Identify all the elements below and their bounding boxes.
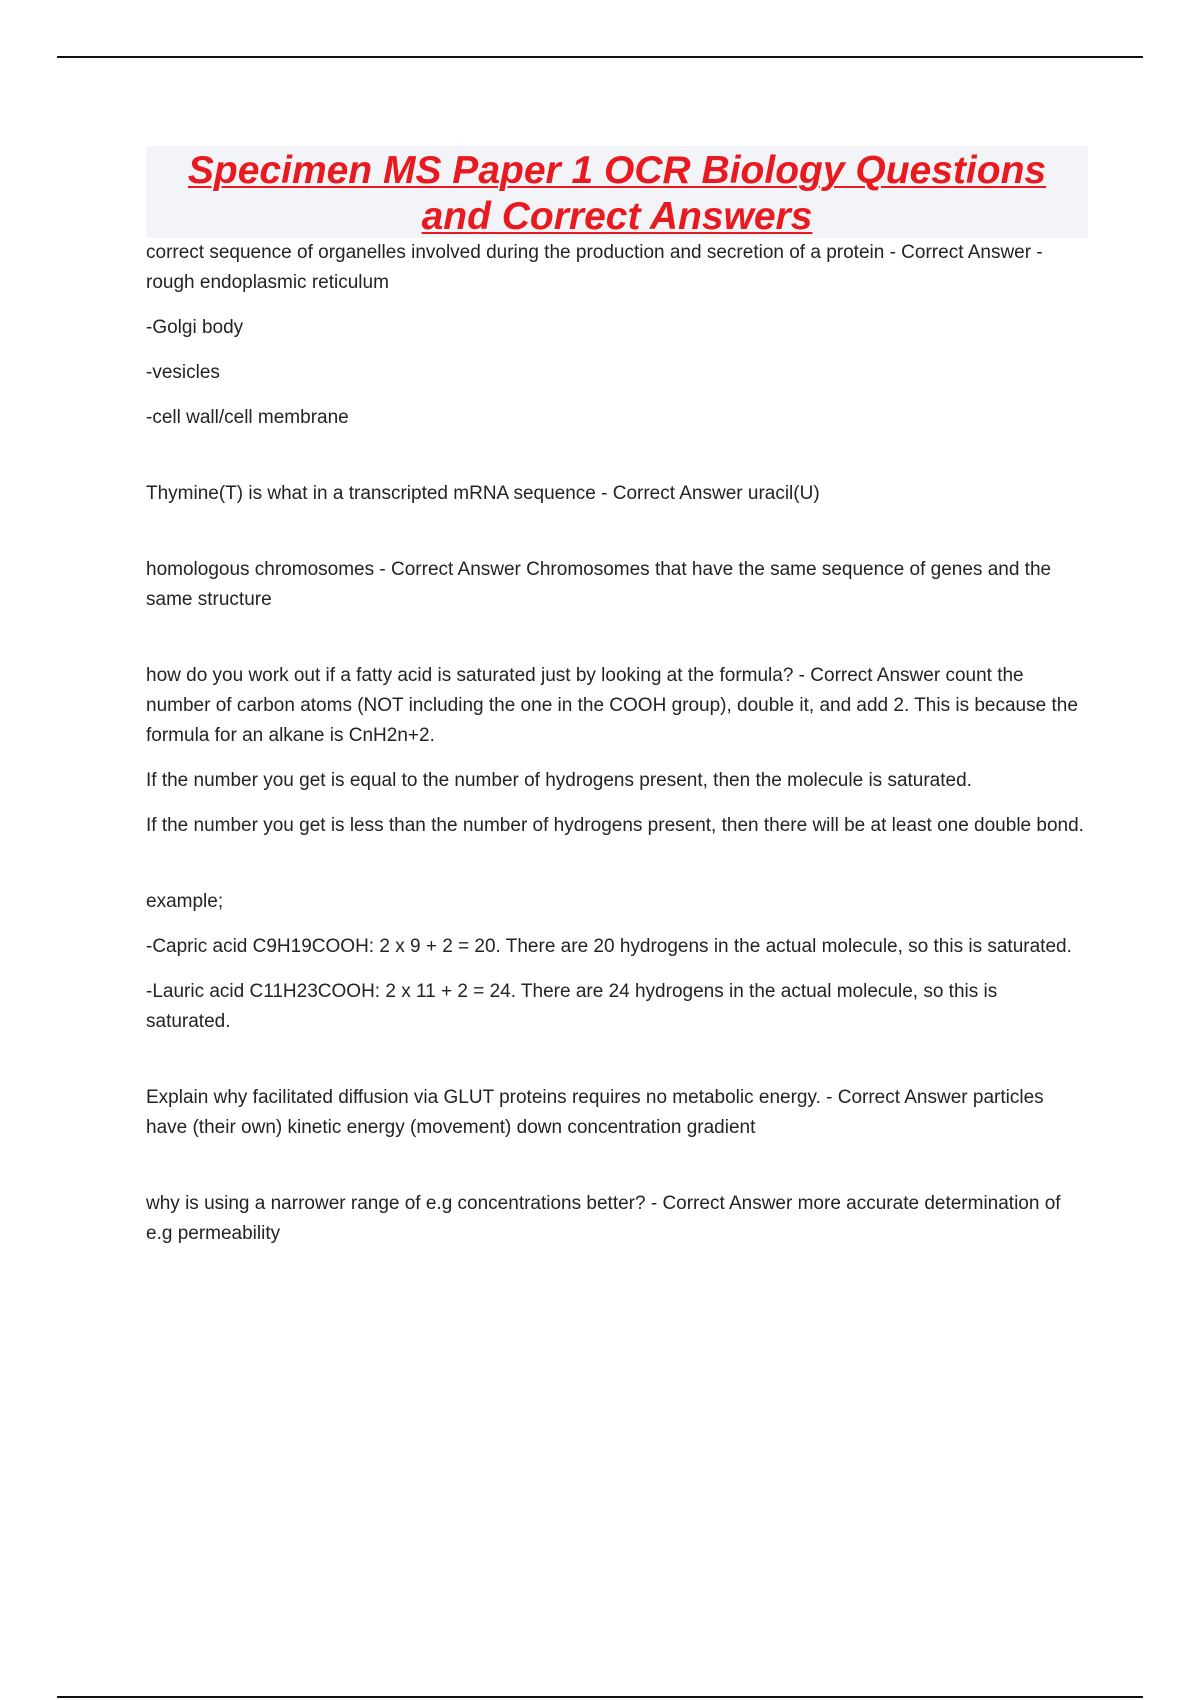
paragraph-q2: Thymine(T) is what in a transcripted mRNA sequence - Correct Answer uracil(U)	[146, 483, 820, 504]
paragraph-example-heading: example;	[146, 891, 224, 912]
document-body	[146, 238, 1086, 1264]
paragraph-q1-golgi: -Golgi body	[146, 317, 244, 338]
paragraph-example-capric: -Capric acid C9H19COOH: 2 x 9 + 2 = 20. There are 20 hydrogens in the actual molecule, so this is saturated.	[146, 936, 1072, 957]
paragraph-q4-equal: If the number you get is equal to the number of hydrogens present, then the molecule is saturated.	[146, 770, 972, 791]
paragraph-q4: how do you work out if a fatty acid is saturated just by looking at the formula? - Correct Answer count the number of carbon atoms (NOT including the one in the COOH group), double it, and add 2. This is because the formula for an alkane is CnH2n+2.	[146, 665, 1078, 746]
paragraph-q5: Explain why facilitated diffusion via GLUT proteins requires no metabolic energy. - Correct Answer particles have (their own) kinetic energy (movement) down concentration gradient	[146, 1087, 1044, 1138]
title-line-2: and Correct Answers	[421, 195, 813, 238]
title-line-1: Specimen MS Paper 1 OCR Biology Questions	[187, 149, 1047, 192]
bottom-rule	[57, 1696, 1143, 1698]
paragraph-q6: why is using a narrower range of e.g concentrations better? - Correct Answer more accurate determination of e.g permeability	[146, 1193, 1061, 1244]
paragraph-q3: homologous chromosomes - Correct Answer Chromosomes that have the same sequence of genes and the same structure	[146, 559, 1052, 610]
paragraph-example-lauric: -Lauric acid C11H23COOH: 2 x 11 + 2 = 24. There are 24 hydrogens in the actual molecule, so this is saturated.	[146, 981, 998, 1032]
title-box	[146, 146, 1088, 238]
top-rule	[57, 56, 1143, 58]
document-title	[146, 146, 1088, 240]
paragraph-q1: correct sequence of organelles involved during the production and secretion of a protein - Correct Answer -rough endoplasmic reticulum	[146, 242, 1043, 293]
paragraph-q1-vesicles: -vesicles	[146, 362, 220, 383]
paragraph-q4-less: If the number you get is less than the number of hydrogens present, then there will be at least one double bond.	[146, 815, 1084, 836]
paragraph-q1-membrane: -cell wall/cell membrane	[146, 407, 349, 428]
